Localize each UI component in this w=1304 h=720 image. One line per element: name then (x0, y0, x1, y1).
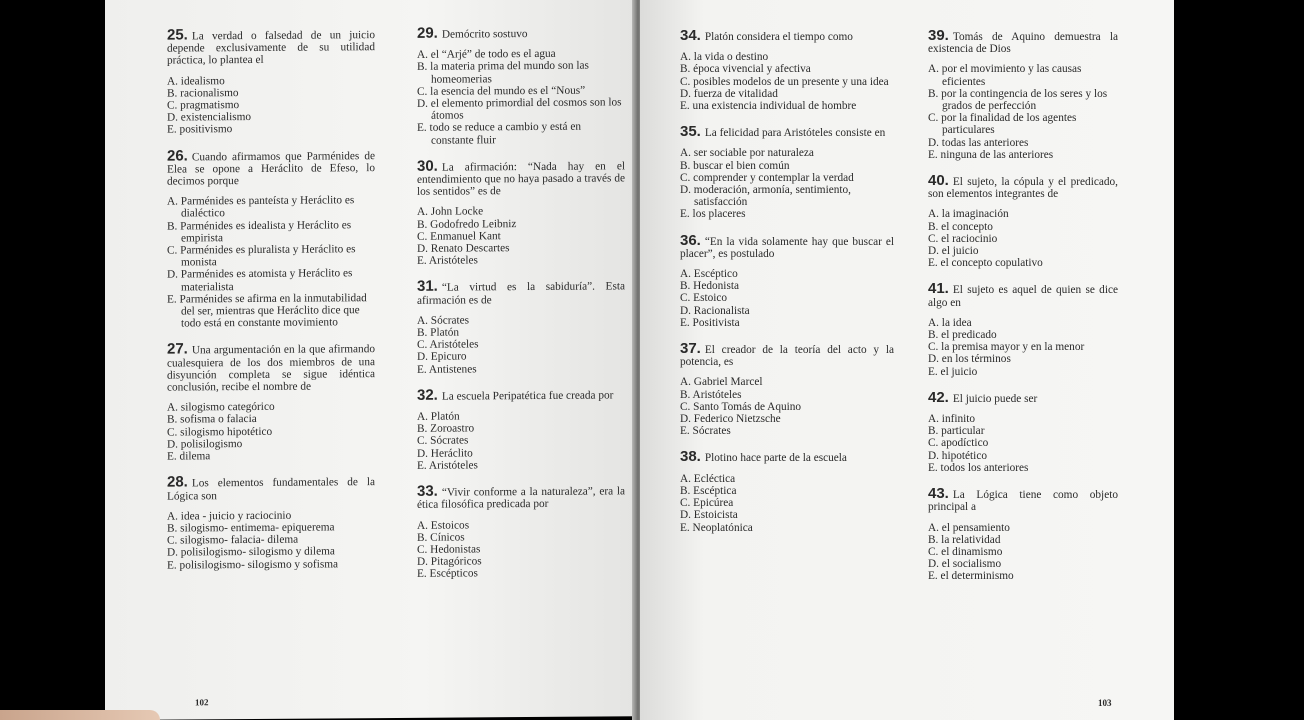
answer-option: C. posibles modelos de un presente y una idea (680, 75, 889, 88)
answer-option: E. el concepto copulativo (928, 257, 1043, 270)
thumb-edge (0, 710, 160, 720)
question-text: “Vivir conforme a la naturaleza”, era la ética filosófica predicada por (417, 485, 625, 512)
question-stem (928, 280, 1118, 309)
question (680, 231, 894, 329)
question-stem (417, 280, 625, 307)
question-stem (680, 340, 894, 369)
answer-option: D. Federico Nietzsche (680, 413, 781, 426)
answer-option: B. el concepto (928, 220, 993, 233)
answer-option: D. en los términos (928, 353, 1011, 366)
answer-option: B. la materia prima del mundo son las homeomerias (417, 60, 589, 86)
question-number: 39. (928, 27, 949, 44)
question-text: La afirmación: “Nada hay en el entendimiento que no haya pasado a través de los sentidos” es de (417, 160, 625, 199)
answer-option: A. infinito (928, 413, 976, 426)
answer-option: C. la premisa mayor y en la menor (928, 341, 1085, 354)
answer-option: B. Godofredo Leibniz (417, 217, 517, 231)
answer-option: D. Parménides es atomista y Heráclito es materialista (167, 267, 353, 294)
answer-option: A. silogismo categórico (167, 401, 275, 414)
left-column-2 (417, 26, 625, 594)
question-stem (167, 340, 375, 394)
question (417, 388, 625, 472)
answer-option: D. el elemento primordial del cosmos son los átomos (417, 96, 622, 122)
question-number: 25. (167, 26, 188, 44)
answer-option: B. racionalismo (167, 86, 239, 100)
question-stem (680, 123, 894, 141)
answer-option: C. Sócrates (417, 434, 469, 448)
question-number: 41. (928, 280, 949, 298)
question-number: 36. (680, 231, 701, 249)
question-number: 26. (167, 147, 188, 165)
answer-option: E. positivismo (167, 123, 233, 136)
answer-option: A. Parménides es panteísta y Heráclito es dialéctico (167, 194, 355, 220)
answer-option: A. Estoicos (417, 518, 470, 532)
answer-option: B. Cínicos (417, 531, 465, 544)
left-page (105, 0, 637, 720)
answer-option: B. Platón (417, 326, 460, 339)
question-text: Los elementos fundamentales de la Lógica son (167, 476, 375, 503)
question-stem (928, 172, 1118, 201)
answer-option: E. Neoplatónica (680, 521, 753, 534)
answer-option: E. dilema (167, 450, 211, 463)
answer-option: B. buscar el bien común (680, 159, 790, 172)
question (167, 149, 375, 330)
question-stem (417, 484, 625, 511)
question-text: Una argumentación en la que afirmando cualesquiera de los dos miembros de una disyunción completa se sigue idéntica conclusión, recibe el nombre de (167, 343, 375, 394)
question-number: 31. (417, 278, 438, 296)
question-number: 42. (928, 388, 949, 406)
question-number: 32. (417, 386, 438, 404)
question-stem (417, 159, 625, 198)
question-stem (680, 27, 894, 44)
answer-option: E. todo se reduce a cambio y está en constante fluir (417, 121, 582, 147)
question (167, 475, 375, 571)
answer-option: A. el “Arjé” de todo es el agua (417, 48, 556, 62)
answer-option: B. Escéptica (680, 484, 737, 497)
answer-option: C. Parménides es pluralista y Heráclito es monista (167, 243, 356, 269)
right-page (640, 0, 1174, 720)
left-column-1 (167, 28, 375, 585)
answer-option: A. por el movimiento y las causas eficientes (928, 63, 1082, 88)
question-stem (417, 388, 625, 403)
answer-option: C. Epicúrea (680, 497, 734, 510)
answer-option: C. el raciocinio (928, 232, 998, 245)
answer-option: A. el pensamiento (928, 521, 1010, 534)
answer-option: C. silogismo- falacia- dilema (167, 533, 299, 547)
question-text: Demócrito sostuvo (441, 28, 528, 41)
answer-option: E. ninguna de las anteriores (928, 148, 1054, 161)
right-column-1 (680, 27, 894, 548)
right-column-2 (928, 27, 1118, 597)
question (417, 26, 625, 146)
question-number: 40. (928, 172, 949, 190)
answer-option: A. Sócrates (417, 314, 470, 327)
question-number: 35. (680, 123, 701, 141)
question (167, 340, 375, 463)
answer-option: B. particular (928, 425, 985, 438)
answer-option: E. Sócrates (680, 425, 731, 438)
answer-option: E. el juicio (928, 365, 978, 378)
answer-option: C. por la finalidad de los agentes particulares (928, 112, 1077, 137)
question-stem (928, 388, 1118, 406)
question (928, 485, 1118, 583)
answer-option: A. Ecléctica (680, 472, 736, 485)
question-stem (167, 149, 375, 188)
answer-option: B. el predicado (928, 329, 997, 342)
question-text: Tomás de Aquino demuestra la existencia de Dios (928, 31, 1118, 56)
question (680, 27, 894, 113)
question-number: 34. (680, 27, 701, 44)
answer-option: B. época vivencial y afectiva (680, 63, 811, 76)
answer-option: C. comprender y contemplar la verdad (680, 171, 854, 184)
question-number: 37. (680, 340, 701, 358)
answer-option: E. Escépticos (417, 567, 478, 581)
answer-option: C. Aristóteles (417, 338, 479, 352)
answer-option: D. Renato Descartes (417, 242, 510, 255)
answer-option: D. todas las anteriores (928, 136, 1029, 149)
answer-option: C. apodíctico (928, 437, 989, 450)
question (928, 27, 1118, 161)
answer-option: E. Aristóteles (417, 254, 478, 268)
answer-option: D. el socialismo (928, 558, 1002, 571)
question-number: 38. (680, 448, 701, 466)
answer-option: A. Gabriel Marcel (680, 376, 763, 389)
question (417, 159, 625, 267)
question-stem (167, 28, 375, 67)
answer-option: C. Estoico (680, 292, 728, 305)
answer-option: D. fuerza de vitalidad (680, 87, 778, 100)
question (680, 340, 894, 438)
answer-option: C. Hedonistas (417, 543, 481, 556)
answer-option: A. la idea (928, 316, 972, 329)
answer-option: C. Santo Tomás de Aquino (680, 400, 802, 413)
question-stem (680, 231, 894, 260)
question-text: El juicio puede ser (952, 392, 1038, 405)
question-text: “En la vida solamente hay que buscar el placer”, es postulado (680, 235, 894, 260)
answer-option: D. hipotético (928, 449, 987, 462)
question-text: Platón considera el tiempo como (704, 31, 853, 43)
question-text: Cuando afirmamos que Parménides de Elea se opone a Heráclito de Efeso, lo decimos porque (167, 149, 375, 188)
answer-option: B. Zoroastro (417, 422, 475, 436)
question-text: El sujeto es aquel de quien se dice algo en (928, 284, 1118, 309)
answer-option: E. Positivista (680, 316, 740, 329)
answer-option: C. la esencia del mundo es el “Nous” (417, 84, 586, 98)
question-text: La escuela Peripatética fue creada por (441, 389, 614, 403)
question (928, 280, 1118, 378)
answer-option: C. silogismo hipotético (167, 425, 273, 439)
question-number: 27. (167, 340, 188, 359)
answer-option: D. el juicio (928, 245, 979, 258)
question-text: La Lógica tiene como objeto principal a (928, 489, 1118, 514)
answer-option: A. la vida o destino (680, 51, 769, 64)
answer-option: E. Parménides se afirma en la inmutabilidad del ser, mientras que Heráclito dice que todo está en constante movimiento (167, 292, 367, 330)
answer-option: E. Aristóteles (417, 459, 478, 472)
answer-option: B. Parménides es idealista y Heráclito es empirista (167, 218, 352, 245)
answer-option: A. idea - juicio y raciocinio (167, 509, 292, 523)
answer-option: D. Racionalista (680, 304, 750, 317)
question-text: El creador de la teoría del acto y la potencia, es (680, 344, 894, 369)
answer-option: B. Aristóteles (680, 388, 742, 401)
question-stem (417, 26, 625, 41)
answer-option: D. moderación, armonía, sentimiento, satisfacción (680, 184, 851, 209)
answer-option: B. Hedonista (680, 280, 739, 293)
answer-option: D. Estoicista (680, 509, 738, 522)
answer-option: B. por la contingencia de los seres y los grados de perfección (928, 87, 1108, 113)
question-stem (167, 475, 375, 502)
answer-option: D. Pitagóricos (417, 555, 482, 568)
answer-option: E. una existencia individual de hombre (680, 100, 857, 113)
answer-option: C. Enmanuel Kant (417, 230, 501, 243)
answer-option: E. Antistenes (417, 363, 477, 376)
question (417, 484, 625, 580)
question-number: 33. (417, 482, 438, 500)
answer-option: D. existencialismo (167, 111, 252, 124)
answer-option: A. Escéptico (680, 268, 738, 281)
question-stem (928, 485, 1118, 514)
answer-option: E. el determinismo (928, 570, 1014, 583)
question-number: 30. (417, 157, 438, 175)
answer-option: E. los placeres (680, 208, 746, 221)
question-stem (680, 448, 894, 466)
page-number-left: 102 (195, 697, 209, 708)
question (417, 280, 625, 376)
answer-option: D. polisilogismo (167, 437, 243, 451)
answer-option: C. el dinamismo (928, 545, 1003, 558)
answer-option: E. todos los anteriores (928, 461, 1029, 474)
answer-option: D. Epicuro (417, 350, 467, 364)
question (680, 448, 894, 534)
question-text: El sujeto, la cópula y el predicado, son elementos integrantes de (928, 176, 1118, 201)
answer-option: D. Heráclito (417, 447, 473, 460)
page-number-right: 103 (1098, 698, 1112, 708)
question (167, 28, 375, 136)
answer-option: A. la imaginación (928, 208, 1009, 221)
question-stem (928, 27, 1118, 56)
answer-option: E. polisilogismo- silogismo y sofisma (167, 557, 339, 572)
question-text: Plotino hace parte de la escuela (704, 452, 847, 465)
answer-option: A. Platón (417, 410, 460, 423)
question-number: 29. (417, 24, 438, 42)
answer-option: A. John Locke (417, 205, 484, 219)
question-number: 28. (167, 473, 188, 491)
answer-option: B. la relatividad (928, 533, 1001, 546)
question-number: 43. (928, 485, 949, 503)
question (680, 123, 894, 221)
answer-option: C. pragmatismo (167, 99, 240, 112)
answer-option: B. sofisma o falacia (167, 413, 257, 427)
answer-option: D. polisilogismo- silogismo y dilema (167, 545, 335, 559)
question-text: “La virtud es la sabiduría”. Esta afirmación es de (417, 280, 625, 307)
answer-option: B. silogismo- entimema- epiquerema (167, 521, 335, 535)
question-text: La verdad o falsedad de un juicio depende exclusivamente de su utilidad práctica, lo plantea el (167, 29, 375, 67)
question-text: La felicidad para Aristóteles consiste en (704, 127, 886, 140)
question (928, 172, 1118, 270)
answer-option: A. ser sociable por naturaleza (680, 147, 814, 160)
question (928, 388, 1118, 474)
answer-option: A. idealismo (167, 74, 225, 88)
